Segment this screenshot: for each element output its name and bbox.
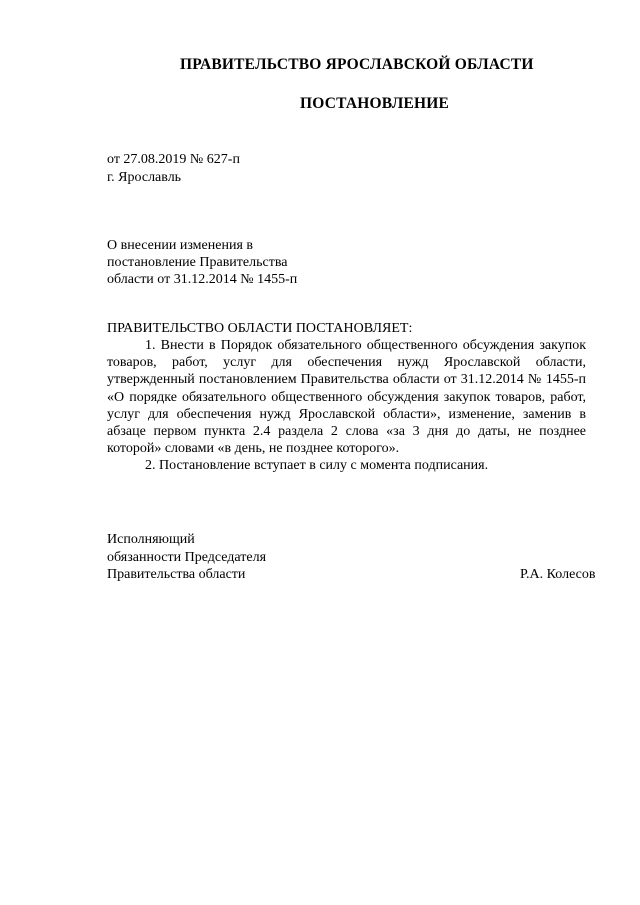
organization-title: ПРАВИТЕЛЬСТВО ЯРОСЛАВСКОЙ ОБЛАСТИ: [180, 56, 534, 73]
paragraph-1: 1. Внести в Порядок обязательного общественного обсуждения закупок товаров, работ, услуг для обеспечения нужд Ярославской области, утвержденный постановлением Правительства области от 31.12.2014 № 1455-п «О порядке обязательного общественного обсуждения закупок товаров, работ, услуг для обеспечения нужд Ярославской области», изменение, заменив в абзаце первом пункта 2.4 раздела 2 слова «за 3 дня до даты, не позднее которой» словами «в день, не позднее которого».: [107, 338, 586, 457]
subject-line: постановление Правительства: [107, 255, 288, 270]
paragraph-2: 2. Постановление вступает в силу с момента подписания.: [145, 458, 489, 474]
document-type-title: ПОСТАНОВЛЕНИЕ: [300, 95, 450, 112]
subject-line: области от 31.12.2014 № 1455-п: [107, 272, 298, 287]
signatory-title-line: обязанности Председателя: [107, 549, 267, 565]
date-number: от 27.08.2019 № 627-п: [107, 152, 240, 167]
subject-line: О внесении изменения в: [107, 238, 253, 253]
document-subject: [107, 237, 297, 288]
document-meta: [107, 151, 240, 187]
signatory-name: Р.А. Колесов: [520, 567, 596, 582]
signatory-title-line: Исполняющий: [107, 532, 195, 547]
city: г. Ярославль: [107, 170, 182, 185]
signatory-title: [107, 531, 266, 584]
preamble: ПРАВИТЕЛЬСТВО ОБЛАСТИ ПОСТАНОВЛЯЕТ:: [107, 321, 413, 336]
signatory-title-line: Правительства области: [107, 567, 246, 582]
document-body: [107, 337, 586, 475]
